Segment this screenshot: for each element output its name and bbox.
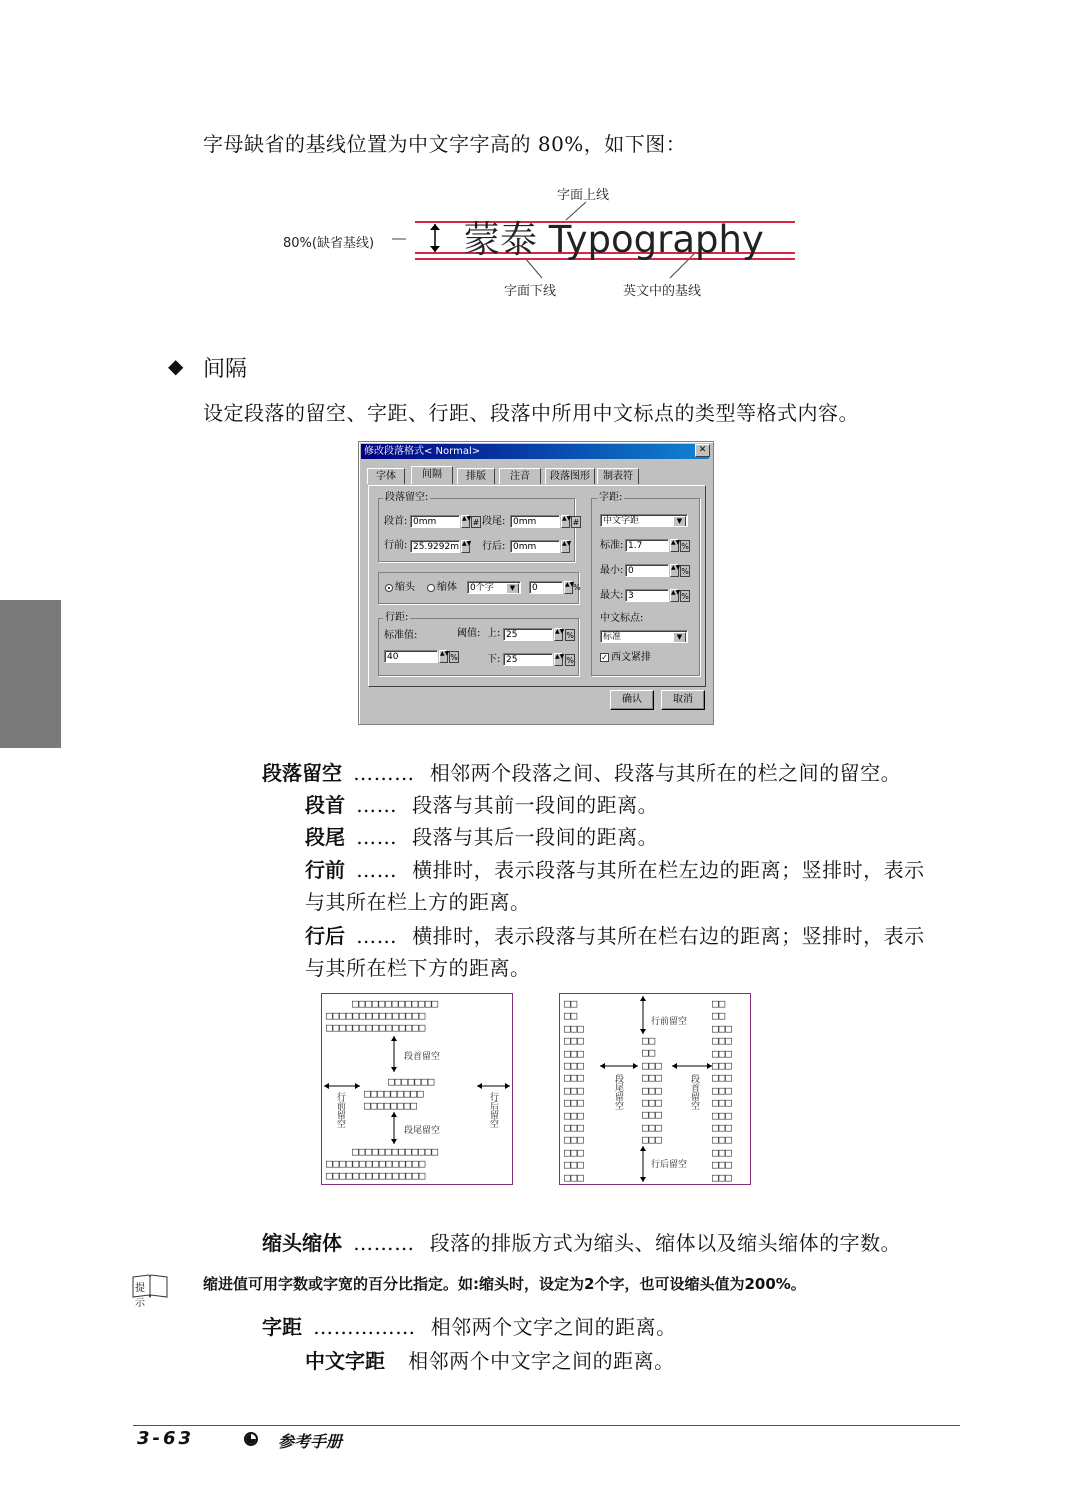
tab-phonetic[interactable]: 注音: [499, 468, 541, 484]
half-circle-icon: [244, 1432, 258, 1446]
line-std-label: 标准值:: [384, 630, 418, 641]
threshold-label: 阈值:: [457, 628, 481, 639]
line-std-stepper[interactable]: ▲▼: [439, 650, 448, 663]
line-std-unit[interactable]: %: [450, 653, 458, 662]
def-after-cont: 与其所在栏下方的距离。: [305, 956, 531, 980]
text-row: □□□□□□□□□□□□□□□: [326, 1169, 426, 1182]
tip-label: 提示: [135, 1283, 153, 1309]
def-text: 相邻两个文字之间的距离。: [430, 1315, 677, 1339]
text-row: □□□□□□□□□□□□□□□: [326, 1009, 426, 1022]
line-std-input[interactable]: 40: [384, 650, 438, 663]
def-term: 字距: [262, 1315, 302, 1339]
tail-unit-button[interactable]: #: [572, 518, 580, 527]
after-input[interactable]: 0mm: [510, 540, 560, 553]
char-max-input[interactable]: 3: [625, 589, 669, 602]
def-dots: ………: [353, 1231, 415, 1255]
indent-body-label: 缩体: [437, 582, 457, 593]
punct-select[interactable]: [600, 630, 688, 643]
def-text: 段落的排版方式为缩头、缩体以及缩头缩体的字数。: [429, 1231, 902, 1255]
before-stepper[interactable]: ▲▼: [461, 540, 470, 553]
cancel-button[interactable]: 取消: [661, 690, 705, 710]
footer-title: 参考手册: [278, 1432, 343, 1451]
char-space-label: 字距:: [599, 492, 623, 503]
threshold-down-label: 下:: [487, 654, 501, 665]
vertical-layout-diagram: [559, 993, 751, 1185]
def-before: [305, 854, 925, 883]
punct-value: 标准: [603, 632, 622, 642]
char-max-stepper[interactable]: ▲▼: [670, 589, 679, 602]
indent-body-radio[interactable]: [427, 584, 435, 592]
head-space-label: 段首留空: [404, 1052, 441, 1062]
char-max-label: 最大:: [600, 590, 624, 601]
def-text: 段落与其前一段间的距离。: [412, 793, 659, 817]
section-title: 间隔: [203, 357, 248, 382]
threshold-down-unit[interactable]: %: [566, 656, 574, 665]
def-term: 段尾: [305, 825, 345, 849]
page-number: 3-63: [137, 1428, 195, 1449]
char-std-input[interactable]: 1.7: [625, 539, 669, 552]
threshold-down-stepper[interactable]: ▲▼: [554, 653, 563, 666]
before-space-label: 行前留空: [651, 1017, 688, 1027]
english-baseline-label: 英文中的基线: [623, 284, 702, 299]
paragraph-format-dialog: [358, 441, 714, 725]
def-text: 横排时，表示段落与其所在栏右边的距离；竖排时，表示: [412, 924, 925, 948]
western-tight-label: 西文紧排: [611, 652, 651, 663]
tail-space-label: 段尾留空: [404, 1126, 441, 1136]
char-mode-value: 中文字距: [603, 516, 640, 526]
chevron-down-icon[interactable]: ▼: [506, 583, 519, 594]
line-space-label: 行距:: [385, 612, 409, 623]
text-column-right: □□ □□ □□□ □□□ □□□ □□□ □□□ □□□ □□□ □□□ □□□ □□□ □□□ □□□ □□□: [712, 997, 732, 1184]
indent-count-value: 0个字: [470, 583, 494, 593]
text-row: □□□□□□□□□□□□□□□: [326, 1021, 426, 1034]
tail-input[interactable]: 0mm: [510, 515, 560, 528]
before-input[interactable]: 25.9292m: [410, 540, 460, 553]
indent-num-input[interactable]: 0: [529, 581, 563, 594]
head-stepper[interactable]: ▲▼: [461, 515, 470, 528]
def-after: [305, 920, 925, 949]
char-std-unit[interactable]: %: [681, 542, 689, 551]
spacing-panel: [368, 485, 706, 687]
def-paragraph-space: [262, 757, 901, 786]
threshold-down-input[interactable]: 25: [503, 653, 553, 666]
indent-num-stepper[interactable]: ▲▼: [564, 581, 573, 594]
indent-head-radio[interactable]: [385, 584, 393, 592]
after-stepper[interactable]: ▲▼: [561, 540, 570, 553]
tab-font[interactable]: 字体: [367, 468, 405, 484]
after-space-label: 行后留空: [651, 1160, 688, 1170]
char-max-unit[interactable]: %: [681, 592, 689, 601]
tab-layout[interactable]: 排版: [457, 468, 495, 484]
before-space-label: 行前留空: [335, 1092, 345, 1128]
threshold-up-input[interactable]: 25: [503, 628, 553, 641]
def-dots: ……: [356, 924, 398, 948]
char-min-unit[interactable]: %: [681, 567, 689, 576]
def-before-cont: 与其所在栏上方的距离。: [305, 890, 531, 914]
char-min-label: 最小:: [600, 565, 624, 576]
head-label: 段首:: [384, 516, 408, 527]
after-space-label: 行后留空: [488, 1092, 498, 1128]
dialog-title: 修改段落格式< Normal>: [361, 444, 709, 459]
western-tight-checkbox[interactable]: ✓: [601, 653, 608, 662]
indent-count-select[interactable]: [467, 581, 521, 594]
chevron-down-icon[interactable]: ▼: [673, 516, 686, 527]
intro-text: 字母缺省的基线位置为中文字字高的 80%，如下图：: [203, 132, 687, 156]
def-term: 段首: [305, 793, 345, 817]
def-tail: [305, 821, 658, 850]
text-column-mid: □□ □□ □□□ □□□ □□□ □□□ □□□ □□□ □□□: [642, 1034, 662, 1147]
text-row: □□□□□□□□□□□□□: [352, 1145, 439, 1158]
tail-label: 段尾:: [482, 516, 506, 527]
tip-icon: [131, 1273, 169, 1309]
text-row: □□□□□□□: [388, 1075, 435, 1088]
tail-stepper[interactable]: ▲▼: [561, 515, 570, 528]
tab-paragraph-graphics[interactable]: 段落图形: [545, 468, 595, 484]
def-term: 行前: [305, 858, 345, 882]
tail-space-label: 段尾留空: [613, 1074, 623, 1110]
side-thumb-tab: [0, 600, 61, 748]
char-min-input[interactable]: 0: [625, 564, 669, 577]
head-space-label: 段首留空: [689, 1074, 699, 1110]
def-dots: ……: [356, 858, 398, 882]
def-text: 相邻两个中文字之间的距离。: [408, 1349, 675, 1373]
text-column-left: □□ □□ □□□ □□□ □□□ □□□ □□□ □□□ □□□ □□□ □□□ □□□ □□□ □□□ □□□: [564, 997, 584, 1184]
before-label: 行前:: [384, 540, 408, 551]
def-dots: ……………: [313, 1315, 416, 1339]
def-text: 段落与其后一段间的距离。: [412, 825, 659, 849]
threshold-up-stepper[interactable]: ▲▼: [554, 628, 563, 641]
def-dots: ……: [356, 825, 398, 849]
after-label: 行后:: [482, 541, 506, 552]
def-term: 段落留空: [262, 761, 342, 785]
head-input[interactable]: 0mm: [410, 515, 460, 528]
def-text: 横排时，表示段落与其所在栏左边的距离；竖排时，表示: [412, 858, 925, 882]
def-cn-char-space: [305, 1345, 675, 1374]
def-term: 中文字距: [305, 1349, 385, 1373]
baseline-diagram: [280, 180, 810, 305]
text-row: □□□□□□□□□□□□□□□: [326, 1157, 426, 1170]
def-term: 缩头缩体: [262, 1231, 342, 1255]
head-unit-button[interactable]: #: [472, 518, 480, 527]
def-head: [305, 789, 658, 818]
threshold-up-unit[interactable]: %: [566, 631, 574, 640]
def-dots: ………: [353, 761, 415, 785]
ok-button[interactable]: 确认: [610, 690, 654, 710]
tab-tabs[interactable]: 制表符: [597, 468, 639, 484]
paragraph-space-label: 段落留空:: [385, 492, 429, 503]
tip-text: 缩进值可用字数或字宽的百分比指定。如:缩头时，设定为2个字，也可设缩头值为200%。: [203, 1275, 806, 1293]
threshold-up-label: 上:: [487, 628, 501, 639]
close-icon[interactable]: ✕: [695, 444, 710, 457]
tab-spacing[interactable]: 间隔: [411, 466, 453, 484]
text-row: □□□□□□□□□: [364, 1087, 424, 1100]
indent-unit: %: [573, 583, 581, 592]
def-term: 行后: [305, 924, 345, 948]
top-face-label: 字面上线: [557, 188, 610, 203]
chevron-down-icon[interactable]: ▼: [673, 632, 686, 643]
def-dots: ……: [356, 793, 398, 817]
default-baseline-label: 80%(缺省基线): [283, 236, 375, 251]
line-space-group: [378, 618, 579, 676]
section-bullet: ◆: [168, 354, 184, 378]
footer-rule: [133, 1425, 960, 1426]
section-description: 设定段落的留空、字距、行距、段落中所用中文标点的类型等格式内容。: [203, 401, 859, 425]
bottom-face-label: 字面下线: [504, 284, 557, 299]
indent-head-label: 缩头: [395, 582, 415, 593]
diagram-arrows: [322, 994, 512, 1184]
char-std-label: 标准:: [600, 540, 624, 551]
sample-text: 蒙泰 Typography: [463, 218, 764, 261]
text-row: □□□□□□□□□□□□□: [352, 997, 439, 1010]
def-indent: [262, 1227, 901, 1256]
def-text: 相邻两个段落之间、段落与其所在的栏之间的留空。: [429, 761, 902, 785]
char-std-stepper[interactable]: ▲▼: [670, 539, 679, 552]
horizontal-layout-diagram: [321, 993, 513, 1185]
char-min-stepper[interactable]: ▲▼: [670, 564, 679, 577]
punct-label: 中文标点:: [600, 613, 644, 624]
def-char-space: [262, 1311, 677, 1340]
char-mode-select[interactable]: [600, 514, 688, 527]
text-row: □□□□□□□□: [364, 1099, 417, 1112]
